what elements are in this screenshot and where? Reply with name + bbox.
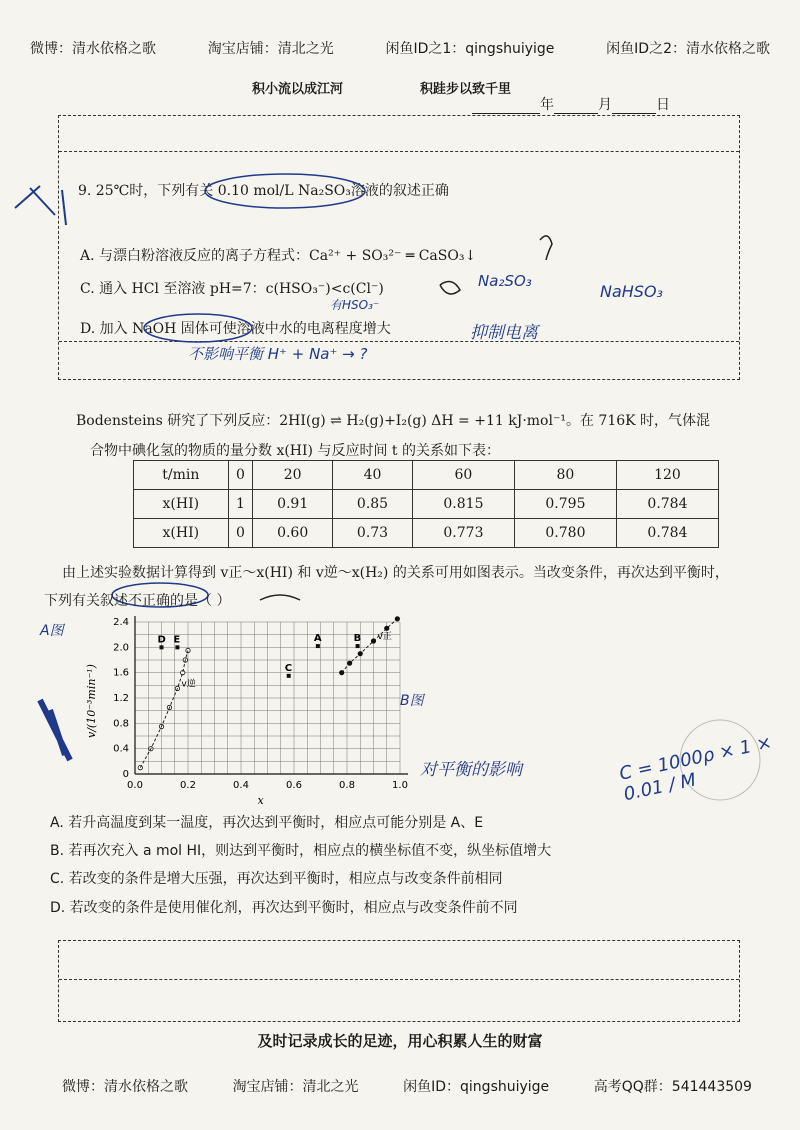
q9-option-d: D. 加入 NaOH 固体可使溶液中水的电离程度增大 xyxy=(80,321,391,337)
table-cell: 0.784 xyxy=(616,490,718,519)
x-tick-label: 0.6 xyxy=(286,780,302,791)
footer-qq: 高考QQ群：541443509 xyxy=(593,1079,752,1095)
point-label: C xyxy=(284,662,293,674)
table-cell: x(HI) xyxy=(134,490,229,519)
table-cell: 60 xyxy=(412,461,514,490)
handwriting-no-effect: 不影响平衡 H⁺ + Na⁺ → ? xyxy=(188,345,368,363)
y-tick-label: 1.2 xyxy=(113,693,129,704)
labeled-point xyxy=(356,644,360,648)
table-cell: 80 xyxy=(514,461,616,490)
q9-option-c: C. 通入 HCl 至溶液 pH=7：c(HSO₃⁻)<c(Cl⁻) xyxy=(80,281,384,297)
point-label: A xyxy=(313,633,322,645)
q10-option-d: D. 若改变的条件是使用催化剂，再次达到平衡时，相应点与改变条件前不同 xyxy=(50,900,518,916)
series-label: v正 xyxy=(377,632,392,642)
point-label: E xyxy=(173,634,181,646)
labeled-point xyxy=(175,645,179,649)
question-box-bottom xyxy=(58,940,740,1022)
y-tick-label: 0 xyxy=(122,769,129,780)
table-cell: 20 xyxy=(253,461,333,490)
header-xianyu2: 闲鱼ID之2：清水依格之歌 xyxy=(606,41,770,57)
footer-motto: 及时记录成长的足迹，用心积累人生的财富 xyxy=(257,1032,543,1050)
table-cell: 0 xyxy=(228,461,253,490)
q10-option-c: C. 若改变的条件是增大压强，再次达到平衡时，相应点与改变条件前相同 xyxy=(50,871,503,887)
point-label: B xyxy=(353,633,362,645)
q9-option-a: A. 与漂白粉溶液反应的离子方程式：Ca²⁺ + SO₃²⁻ ═ CaSO₃↓ xyxy=(80,248,477,264)
date-year: 年 xyxy=(540,97,554,113)
table-cell: 0.795 xyxy=(514,490,616,519)
table-cell: 0.60 xyxy=(253,519,333,548)
handwriting-nahso3: NaHSO₃ xyxy=(600,282,663,301)
y-axis-label: v/(10⁻³min⁻¹) xyxy=(85,664,98,738)
table-cell: 0.815 xyxy=(412,490,514,519)
q10-intro-line1: Bodensteins 研究了下列反应：2HI(g) ⇌ H₂(g)+I₂(g) ΔH = +11 kJ·mol⁻¹。在 716K 时，气体混 xyxy=(76,413,711,429)
header-weibo: 微博：清水依格之歌 xyxy=(30,41,156,57)
header-xianyu1: 闲鱼ID之1：qingshuiyige xyxy=(385,41,555,57)
series-label: v逆 xyxy=(181,679,196,690)
footer-xianyu: 闲鱼ID：qingshuiyige xyxy=(403,1079,550,1095)
q10-intro-line2: 合物中碘化氢的物质的量分数 x(HI) 与反应时间 t 的关系如下表： xyxy=(90,443,500,459)
motto-right: 积跬步以致千里 xyxy=(420,82,512,97)
labeled-point xyxy=(287,674,291,678)
q10-after-line1: 由上述实验数据计算得到 v正～x(HI) 和 v逆～x(H₂) 的关系可用如图表示。当改变条件，再次达到平衡时， xyxy=(62,565,729,581)
q10-option-b: B. 若再次充入 a mol HI，则达到平衡时，相应点的横坐标值不变，纵坐标值增大 xyxy=(50,843,552,859)
table-cell: 0.784 xyxy=(616,519,718,548)
table-cell: 0.85 xyxy=(333,490,413,519)
labeled-point xyxy=(316,644,320,648)
table-cell: 0.91 xyxy=(253,490,333,519)
y-tick-label: 1.6 xyxy=(113,667,129,679)
date-day: 日 xyxy=(656,97,670,113)
x-tick-label: 0.0 xyxy=(127,780,143,791)
table-cell: 0.773 xyxy=(412,519,514,548)
y-tick-label: 0.8 xyxy=(113,718,129,730)
table-cell: x(HI) xyxy=(134,519,229,548)
table-cell: 0.780 xyxy=(514,519,616,548)
handwriting-hso3: 有HSO₃⁻ xyxy=(330,298,380,312)
table-cell: 1 xyxy=(228,490,253,519)
x-tick-label: 0.2 xyxy=(180,780,196,791)
x-tick-label: 0.8 xyxy=(339,780,355,791)
footer-taobao: 淘宝店铺：清北之光 xyxy=(232,1079,359,1095)
handwriting-b-graph: B图 xyxy=(400,693,424,709)
point-label: D xyxy=(157,634,166,646)
handwriting-formula: C = 1000ρ × 1 × 0.01 / M xyxy=(617,731,774,806)
rate-chart xyxy=(60,610,420,810)
series-line xyxy=(140,651,188,768)
y-tick-label: 2.0 xyxy=(113,642,129,654)
table-cell: 120 xyxy=(616,461,718,490)
handwriting-equilibrium: 对平衡的影响 xyxy=(420,760,522,780)
q10-option-a: A. 若升高温度到某一温度，再次达到平衡时，相应点可能分别是 A、E xyxy=(50,815,484,831)
handwriting-na2so3: Na₂SO₃ xyxy=(478,272,532,290)
table-row xyxy=(134,461,719,490)
table-cell: 0 xyxy=(228,519,253,548)
q9-stem: 9. 25℃时，下列有关 0.10 mol/L Na₂SO₃溶液的叙述正确 xyxy=(78,183,449,199)
q10-after-line2: 下列有关叙述不正确的是（ ） xyxy=(44,593,231,609)
table-cell: 0.73 xyxy=(333,519,413,548)
labeled-point xyxy=(160,645,164,649)
table-cell: 40 xyxy=(333,461,413,490)
x-tick-label: 1.0 xyxy=(392,780,408,791)
x-axis-label: x xyxy=(257,794,264,807)
y-tick-label: 2.4 xyxy=(113,617,129,628)
table-row xyxy=(134,519,719,548)
handwriting-inhibit: 抑制电离 xyxy=(470,323,538,343)
x-tick-label: 0.4 xyxy=(233,780,249,791)
table-row xyxy=(134,490,719,519)
date-month: 月 xyxy=(598,97,612,113)
footer-weibo: 微博：清水依格之歌 xyxy=(62,1079,188,1095)
table-cell: t/min xyxy=(134,461,229,490)
y-tick-label: 0.4 xyxy=(113,743,129,755)
motto-left: 积小流以成江河 xyxy=(252,82,344,97)
header-taobao: 淘宝店铺：清北之光 xyxy=(207,41,334,57)
handwriting-a-graph: A图 xyxy=(40,623,64,639)
data-table xyxy=(133,460,719,548)
page-footer xyxy=(62,1076,752,1096)
